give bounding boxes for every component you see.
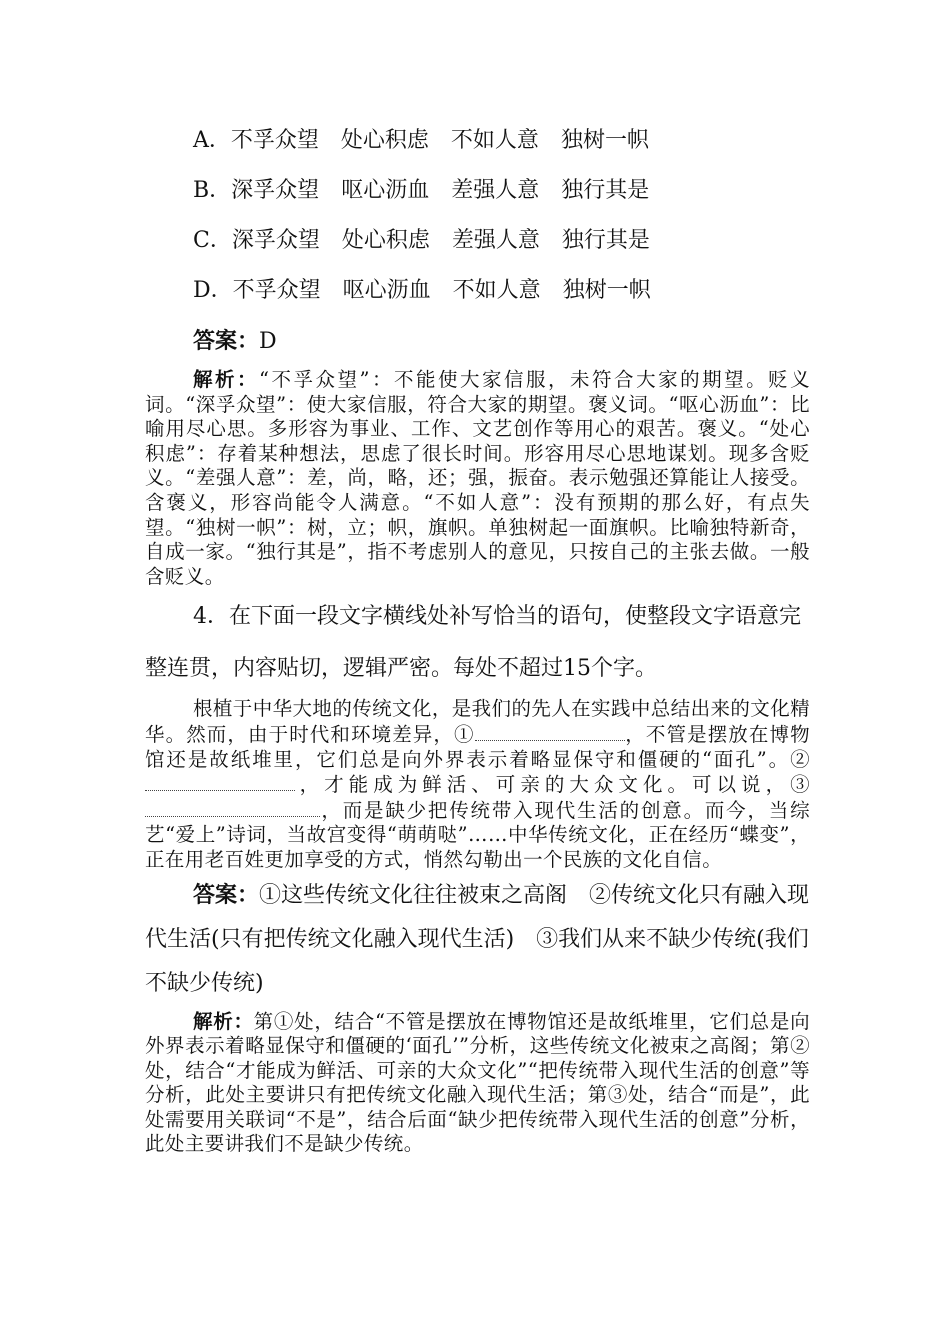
q4-analysis bbox=[145, 1010, 810, 1158]
option-item: 处心积虑 bbox=[341, 228, 430, 253]
blank-1[interactable] bbox=[475, 722, 625, 741]
q3-answer bbox=[145, 328, 810, 368]
option-letter: D． bbox=[193, 278, 233, 303]
blank-3[interactable] bbox=[145, 798, 320, 817]
q3-analysis bbox=[145, 368, 810, 589]
answer-text: D bbox=[259, 329, 277, 354]
option-item: 呕心沥血 bbox=[341, 178, 430, 203]
option-d bbox=[145, 278, 810, 328]
option-letter: A． bbox=[193, 128, 231, 153]
answer-text: ①这些传统文化往往被束之高阁 ②传统文化只有融入现代生活(只有把传统文化融入现代生活) ③我们从来不缺少传统(我们不缺少传统) bbox=[145, 882, 810, 996]
option-c bbox=[145, 228, 810, 278]
analysis-text: 第①处，结合“不管是摆放在博物馆还是故纸堆里，它们总是向外界表示着略显保守和僵硬的‘面孔’”分析，这些传统文化被束之高阁；第②处，结合“才能成为鲜活、可亲的大众文化”“把传统带入现代生活的创意”等分析，此处主要讲只有把传统文化融入现代生活；第③处，结合“而是”，此处需要用关联词“不是”，结合后面“缺少把传统带入现代生活的创意”分析，此处主要讲我们不是缺少传统。 bbox=[145, 1009, 811, 1156]
option-item: 不如人意 bbox=[452, 278, 541, 303]
option-item: 不孚众望 bbox=[232, 278, 321, 303]
option-item: 处心积虑 bbox=[340, 128, 429, 153]
q4-answer bbox=[145, 873, 810, 1006]
passage-text: ，才能成为鲜活、可亲的大众文化。可以说，③ bbox=[295, 773, 810, 797]
option-letter: C． bbox=[193, 228, 232, 253]
option-item: 独行其是 bbox=[561, 228, 650, 253]
option-item: 差强人意 bbox=[451, 178, 540, 203]
answer-label: 答案： bbox=[193, 881, 260, 908]
analysis-label: 解析： bbox=[193, 368, 260, 391]
analysis-label: 解析： bbox=[193, 1009, 254, 1033]
option-item: 深孚众望 bbox=[231, 228, 320, 253]
option-item: 独树一帜 bbox=[560, 128, 649, 153]
passage-text: 根植于中华大地的传统文化，是我们的先人在实践中总结出来的文化精华。然而，由于时代和环境差异，① bbox=[145, 697, 810, 746]
document-page bbox=[145, 128, 810, 1157]
option-item: 不如人意 bbox=[450, 128, 539, 153]
analysis-text: “不孚众望”：不能使大家信服，未符合大家的期望。贬义词。“深孚众望”：使大家信服，符合大家的期望。褒义词。“呕心沥血”：比喻用尽心思。多形容为事业、工作、文艺创作等用心的艰苦。褒义。“处心积虑”：存着某种想法，思虑了很长时间。形容用尽心思地谋划。现多含贬义。“差强人意”：差，尚，略，还；强，振奋。表示勉强还算能让人接受。含褒义，形容尚能令人满意。“不如人意”：没有预期的那么好，有点失望。“独树一帜”：树，立；帜，旗帜。单独树起一面旗帜。比喻独特新奇，自成一家。“独行其是”，指不考虑别人的意见，只按自己的主张去做。一般含贬义。 bbox=[145, 368, 811, 588]
passage-text: ，而是缺少把传统带入现代生活的创意。而今，当综艺“爱上”诗词，当故宫变得“萌萌哒”……中华传统文化，正在经历“蝶变”，正在用老百姓更加享受的方式，悄然勾勒出一个民族的文化自信。 bbox=[145, 798, 810, 871]
option-b bbox=[145, 178, 810, 228]
option-letter: B． bbox=[193, 178, 232, 203]
option-item: 深孚众望 bbox=[231, 178, 320, 203]
q4-passage bbox=[145, 697, 810, 872]
option-list bbox=[145, 128, 810, 328]
q4-question: 4．在下面一段文字横线处补写恰当的语句，使整段文字语意完整连贯，内容贴切，逻辑严密。每处不超过15个字。 bbox=[145, 604, 801, 682]
option-item: 不孚众望 bbox=[230, 128, 319, 153]
option-a bbox=[145, 128, 810, 178]
blank-2[interactable] bbox=[145, 772, 295, 791]
answer-label: 答案： bbox=[193, 328, 260, 354]
option-item: 独树一帜 bbox=[562, 278, 651, 303]
passage-text: ，不管是摆放在博物馆还是故纸堆里，它们总是向外界表示着略显保守和僵硬的“面孔”。② bbox=[145, 722, 810, 771]
option-item: 独行其是 bbox=[561, 178, 650, 203]
option-item: 呕心沥血 bbox=[342, 278, 431, 303]
option-item: 差强人意 bbox=[451, 228, 540, 253]
